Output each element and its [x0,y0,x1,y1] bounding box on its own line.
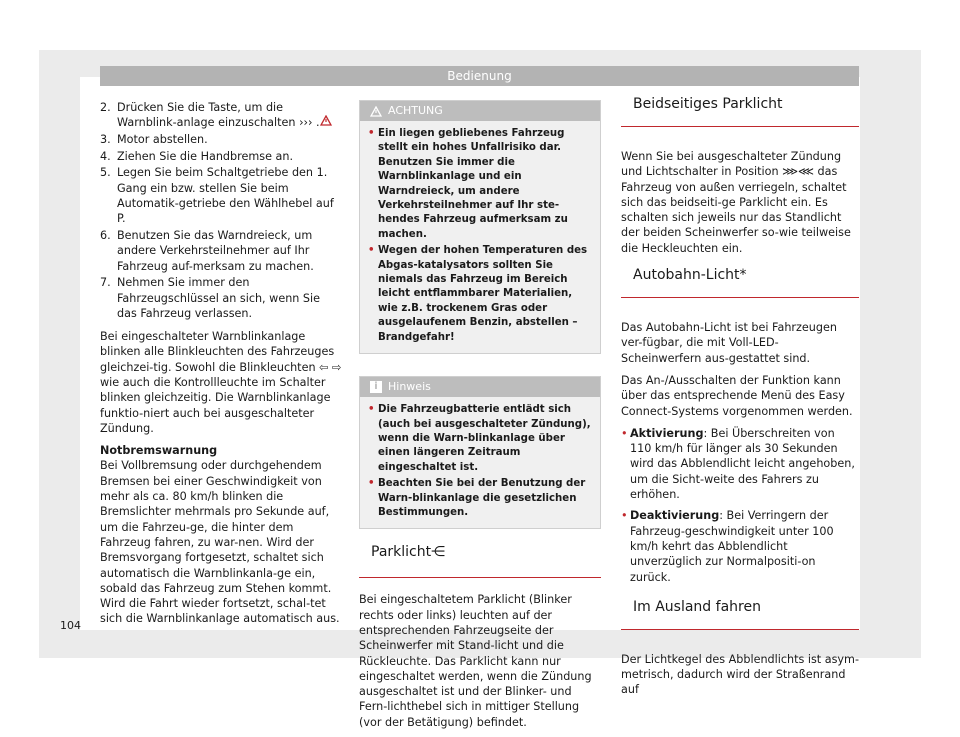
step-text: Ziehen Sie die Handbremse an. [117,149,294,163]
section-header: Bedienung [100,66,859,86]
warning-box-header [360,101,600,121]
list-item [100,100,342,131]
column-right [621,96,859,705]
bullet-text: Aktivierung: Bei Überschreiten von 110 km/h für länger als 30 Sekunden wird das Abblendlicht leicht angehoben, um die Sicht-weite des Fahrers zu erhöhen. [630,426,855,502]
note-box-body [360,397,600,528]
subheading-notbremswarnung: Notbremswarnung [100,444,218,458]
list-item [100,228,342,274]
section-autobahn-licht [621,263,859,298]
parking-light-icon: ⋲ [431,543,446,560]
step-number: 5. [100,166,111,180]
list-item [100,165,342,226]
column-middle [359,100,601,737]
warning-text: Ein liegen gebliebenes Fahrzeug stellt ein hohes Unfallrisiko dar. Benutzen Sie immer die Warnblinkanlage und ein Warndreieck, um andere Verkehrsteilnehmer auf Ihr ste-hendes Fahrzeug aufmerksam zu machen. [378,128,568,240]
list-item [368,127,592,242]
section-beidseitiges-parklicht [621,92,859,127]
paragraph-autobahn-2: Das An-/Ausschalten der Funktion kann über das entsprechende Menü des Easy Connect-Systems vorgenommen werden. [621,373,853,418]
section-title: Autobahn-Licht* [633,267,747,284]
step-text: Benutzen Sie das Warndreieck, um andere Verkehrsteilnehmer auf Ihr Fahrzeug auf-merksam zu machen. [117,228,314,273]
bullet-icon: • [368,404,375,416]
step-text: Nehmen Sie immer den Fahrzeugschlüssel an sich, wenn Sie das Fahrzeug verlassen. [117,276,321,320]
warning-text: Wegen der hohen Temperaturen des Abgas-katalysators sollten Sie niemals das Fahrzeug im Bereich leicht entflammbarer Materialien, wie z.B. trockenem Gras oder ausgelaufenem Benzin, abstellen – Brandgefahr! [378,245,588,343]
paragraph-ausland: Der Lichtkegel des Abblendlichts ist asym-metrisch, dadurch wird der Straßenrand auf [621,652,859,697]
note-box [359,376,601,529]
list-item [368,477,592,520]
warning-triangle-icon [370,106,382,117]
note-text: Die Fahrzeugbatterie entlädt sich (auch bei ausgeschalteter Zündung), wenn die Warn-blinkanlage über einen längeren Zeitraum eingeschaltet ist. [378,404,591,473]
paragraph-beidseitig: Wenn Sie bei ausgeschalteter Zündung und Lichtschalter in Position ⋙⋘ das Fahrzeug von außen verriegeln, schaltet sich das beidseiti-ge Parklicht ein. Es schalten sich jeweils nur das Standlicht der beiden Scheinwerfer so-wie teilweise die Heckleuchten ein. [621,150,851,255]
bullet-icon: • [368,128,375,139]
list-item [621,508,859,584]
step-number: 6. [100,228,111,242]
warning-triangle-icon [320,115,332,126]
bullet-icon: • [621,426,628,440]
list-item [100,149,342,164]
list-item [100,132,342,147]
step-text: Motor abstellen. [117,132,208,146]
step-number: 7. [100,276,111,290]
bullet-icon: • [621,509,628,523]
paragraph-autobahn-1: Das Autobahn-Licht ist bei Fahrzeugen ver-fügbar, die mit Voll-LED-Scheinwerfern aus-gestattet sind. [621,321,837,365]
paragraph-warnblink: Bei eingeschalteter Warnblinkanlage blinken alle Blinkleuchten des Fahrzeuges gleichzei-tig. Sowohl die Blinkleuchten ⇦ ⇨ wie auch die Kontrollleuchte im Schalter blinken gleichzeitig. Die Warnblinkanlage funktio-niert auch bei ausgeschalteter Zündung. [100,330,342,435]
step-number: 3. [100,132,111,146]
section-im-ausland-fahren [621,595,859,630]
step-text: Legen Sie beim Schaltgetriebe den 1. Gang ein bzw. stellen Sie beim Automatik-getriebe den Wählhebel auf P. [117,166,334,226]
bullet-icon: • [368,478,375,490]
paragraph-notbremswarnung: Bei Vollbremsung oder durchgehendem Bremsen bei einer Geschwindigkeit von mehr als ca. 80 km/h blinken die Bremslichter mehrmals pro Sekunde auf, um die Fahrzeu-ge, die hinter dem Fahrzeug fahren, zu war-nen. Wird der Bremsvorgang fortgesetzt, schaltet sich automatisch die Warnblinkanla-ge ein, sobald das Fahrzeug zum Stehen kommt. Wird die Fahrt wieder fortsetzt, schal-tet sich die Warnblinkanlage automatisch aus. [100,459,340,626]
column-left [100,100,342,634]
step-number: 2. [100,101,111,114]
list-item [621,426,859,502]
bullet-text: Deaktivierung: Bei Verringern der Fahrzeug-geschwindigkeit unter 100 km/h kehrt das Abblendlicht unverzüglich zur Normalpositi-on zurück. [630,509,834,584]
page-number: 104 [60,619,81,632]
bullet-icon: • [368,245,375,257]
warning-box [359,100,601,354]
steps-list [100,100,342,321]
section-title: Beidseitiges Parklicht [633,96,783,113]
step-text: Drücken Sie die Taste, um die Warnblink-anlage einzuschalten ››› . [117,100,342,131]
section-title: Parklicht⋲ [371,543,446,560]
section-title: Im Ausland fahren [633,599,761,616]
paragraph-parklicht: Bei eingeschaltetem Parklicht (Blinker rechts oder links) leuchten auf der entsprechenden Fahrzeugseite der Scheinwerfer mit Stand-licht und die Rückleuchte. Das Parklicht kann nur eingeschaltet werden, wenn die Zündung ausgeschaltet ist und der Blinker- und Fern-lichthebel sich in mittiger Stellung (vor der Betätigung) befindet. [359,593,592,729]
step-number: 4. [100,149,111,163]
warning-box-body [360,121,600,353]
note-title: Hinweis [388,380,431,394]
note-text: Beachten Sie bei der Benutzung der Warn-blinkanlage die gesetzlichen Bestimmungen. [378,478,586,518]
note-box-header [360,377,600,397]
info-icon: i [370,381,382,393]
list-item [368,403,592,475]
list-item [368,244,592,345]
warning-title: ACHTUNG [388,104,443,117]
section-parklicht [359,543,601,578]
list-item [100,275,342,321]
